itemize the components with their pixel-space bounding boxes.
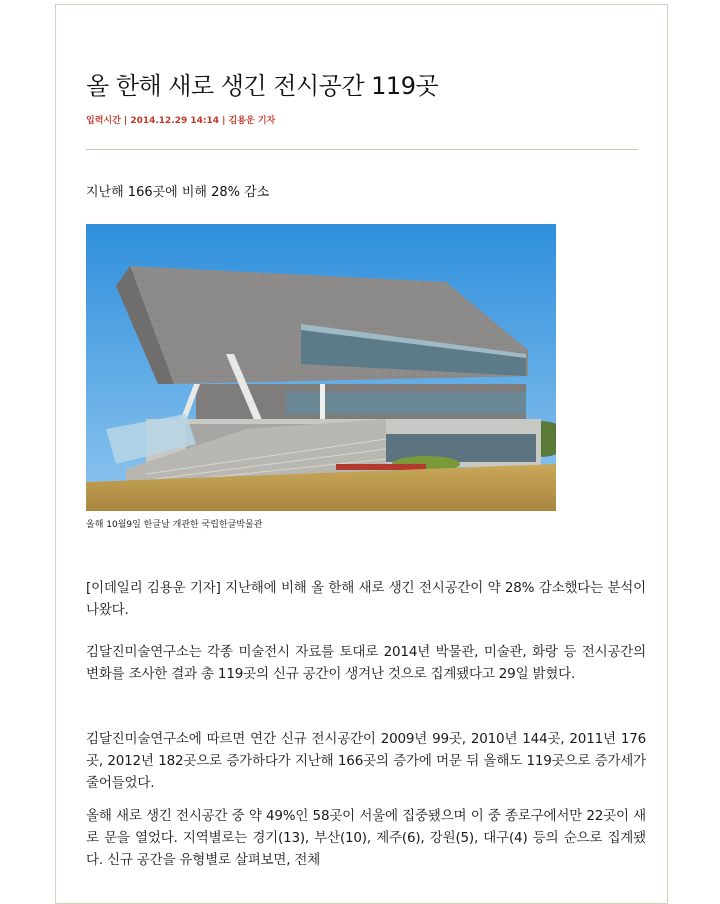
article-paragraph: 김달진미술연구소는 각종 미술전시 자료를 토대로 2014년 박물관, 미술관, 화랑 등 전시공간의 변화를 조사한 결과 총 119곳의 신규 공간이 생겨난 것으로 집계됐다고 29일 밝혔다. [86,644,646,682]
article-paragraph: 김달진미술연구소에 따르면 연간 신규 전시공간이 2009년 99곳, 2010년 144곳, 2011년 176곳, 2012년 182곳으로 증가하다가 지난해 166곳의 증가에 머문 뒤 올해도 119곳으로 증가세가 줄어들었다. [86,731,646,791]
article-byline: 입력시간 | 2014.12.29 14:14 | 김용운 기자 [86,116,276,126]
photo-caption: 올해 10월9일 한글날 개관한 국립한글박물관 [86,520,263,530]
article-photo [86,224,556,511]
header-divider [86,149,638,150]
article-paragraph: [이데일리 김용운 기자] 지난해에 비해 올 한해 새로 생긴 전시공간이 약 28% 감소했다는 분석이 나왔다. [86,580,646,618]
article-headline: 올 한해 새로 생긴 전시공간 119곳 [86,72,439,100]
article-paragraph: 올해 새로 생긴 전시공간 중 약 49%인 58곳이 서울에 집중됐으며 이 중 종로구에서만 22곳이 새로 문을 열었다. 지역별로는 경기(13), 부산(10), 제주(6), 강원(5), 대구(4) 등의 순으로 집계됐다. 신규 공간을 유형별로 살펴보면, 전체 [86,808,646,868]
article-subheadline: 지난해 166곳에 비해 28% 감소 [86,185,270,200]
